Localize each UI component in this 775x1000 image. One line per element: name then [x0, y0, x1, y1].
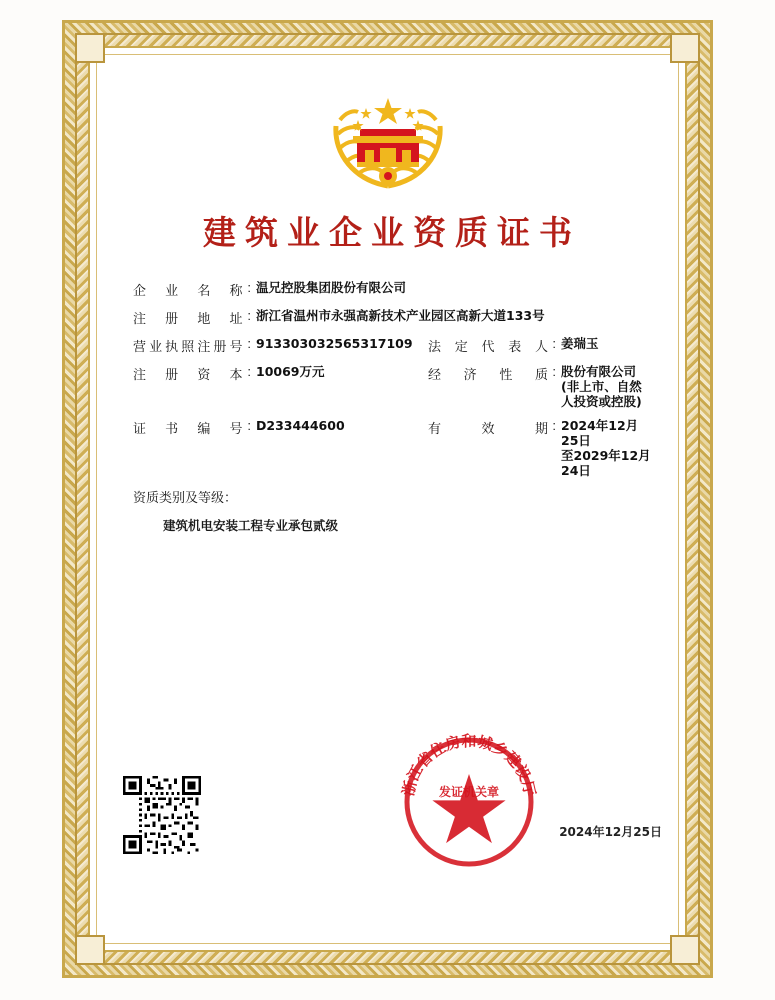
business-license-group [133, 336, 428, 355]
certificate-no-value: D233444600 [256, 418, 345, 433]
company-name-value: 温兄控股集团股份有限公司 [256, 280, 407, 295]
seal-inner-text: 发证机关章 [438, 785, 500, 799]
certificate-content [95, 52, 680, 948]
valid-period-group [428, 418, 653, 478]
registered-address-value: 浙江省温州市永强高新技术产业园区高新大道133号 [256, 308, 545, 323]
colon: : [247, 364, 251, 379]
field-registered-address [133, 308, 653, 327]
certificate-fields [133, 280, 653, 534]
colon: : [247, 308, 251, 323]
national-emblem-icon [324, 84, 452, 192]
economic-type-group [428, 364, 653, 409]
registered-address-label: 注册地址 [133, 312, 243, 327]
valid-period-from: 2024年12月25日 [561, 418, 639, 448]
official-seal [393, 726, 545, 878]
field-company-name [133, 280, 653, 299]
registered-capital-group [133, 364, 428, 383]
qualification-label: 资质类别及等级： [133, 491, 238, 506]
qr-code [123, 776, 201, 854]
certificate-title: 建筑业企业资质证书 [203, 213, 581, 252]
registered-capital-label: 注册资本 [133, 368, 243, 383]
valid-period-to: 至2029年12月24日 [561, 448, 651, 478]
legal-rep-label: 法定代表人 [428, 340, 548, 355]
business-license-value: 913303032565317109 [256, 336, 413, 351]
valid-period-value [556, 418, 653, 478]
registered-capital-value: 10069万元 [256, 364, 325, 379]
colon: : [552, 418, 556, 433]
business-license-label: 营业执照注册号 [133, 340, 243, 355]
certificate-no-group [133, 418, 428, 437]
company-name-label: 企业名称 [133, 284, 243, 299]
issue-date: 2024年12月25日 [559, 825, 662, 839]
colon: : [247, 336, 251, 351]
field-certno-and-validity [133, 418, 653, 478]
qualification-value: 建筑机电安装工程专业承包贰级 [163, 518, 339, 533]
colon: : [247, 280, 251, 295]
certificate-no-label: 证书编号 [133, 422, 243, 437]
colon: : [247, 418, 251, 433]
valid-period-label: 有效期 [428, 422, 548, 437]
economic-type-value: 股份有限公司(非上市、自然人投资或控股) [561, 364, 642, 409]
legal-rep-value: 姜瑞玉 [561, 336, 599, 351]
field-capital-and-economictype [133, 364, 653, 409]
colon: : [552, 336, 556, 351]
field-license-and-legalrep [133, 336, 653, 355]
colon: : [552, 364, 556, 379]
economic-type-label: 经济性质 [428, 368, 548, 383]
legal-rep-group [428, 336, 653, 355]
seal-outer-text: 浙江省住房和城乡建设厅 [399, 732, 539, 798]
